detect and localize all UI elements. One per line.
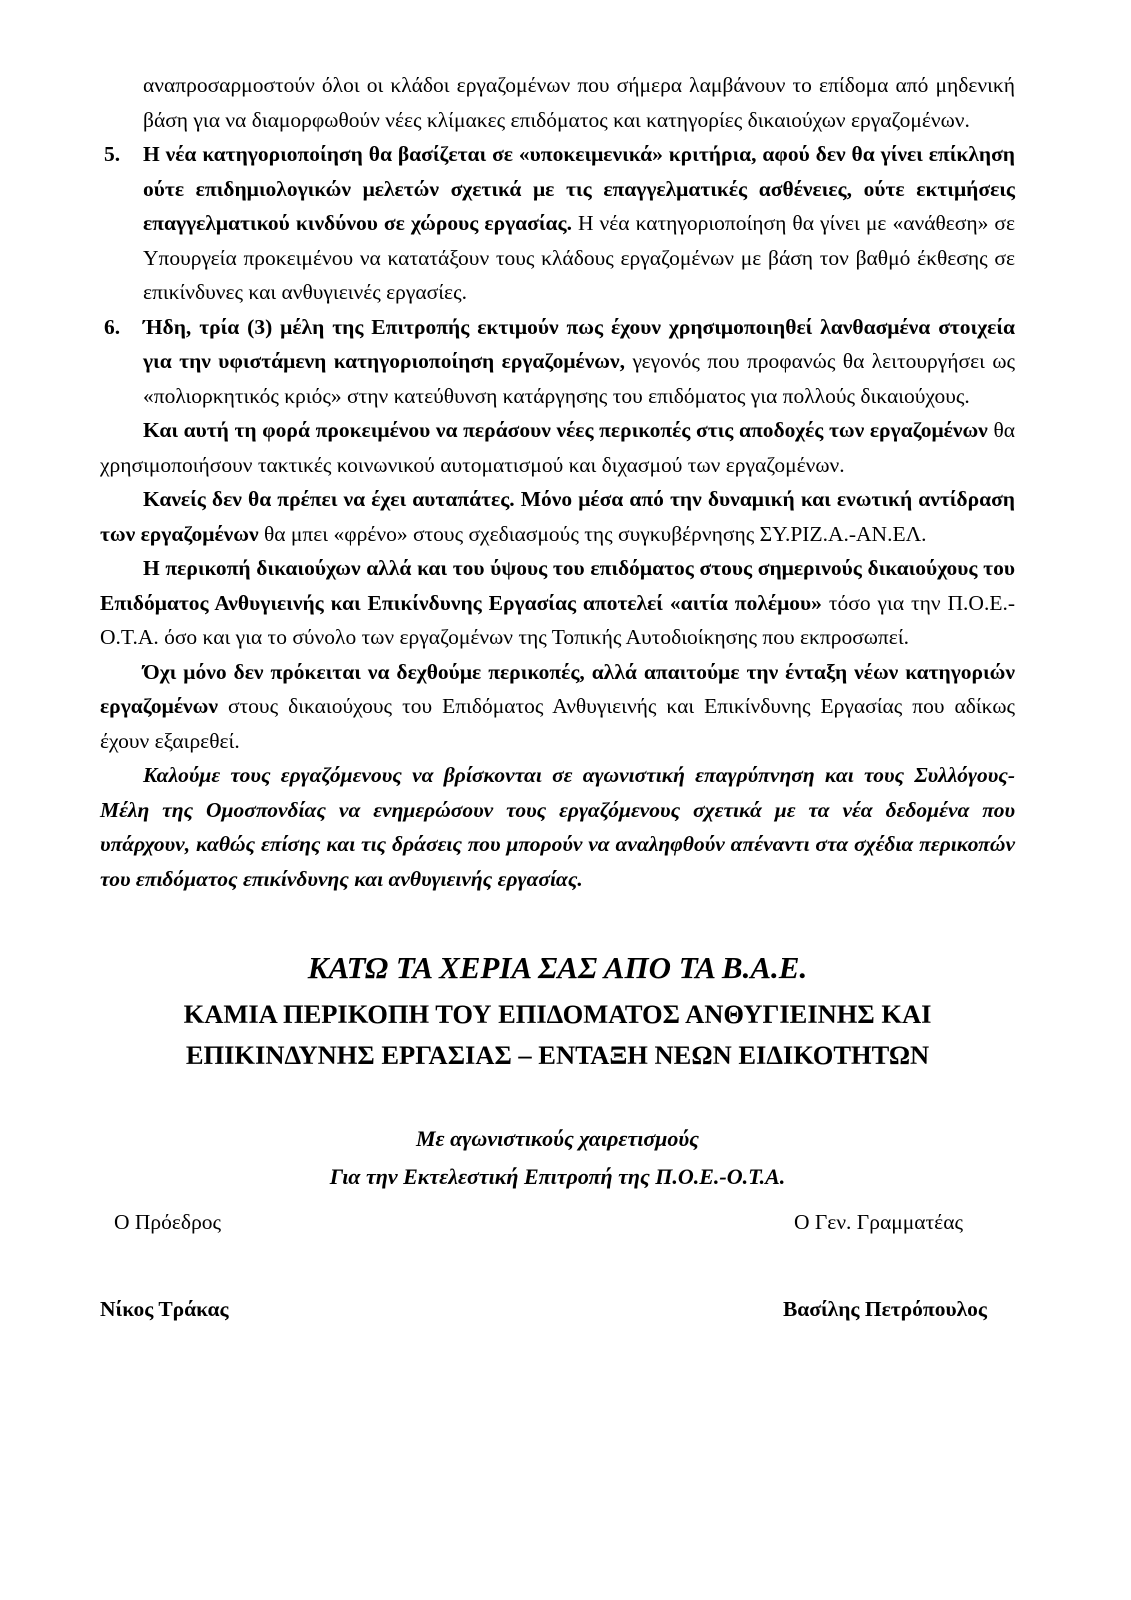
list-item-5: [100, 137, 1015, 310]
call-to-action-text: Καλούμε τους εργαζόμενους να βρίσκονται σε αγωνιστική επαγρύπνηση και τους Συλλόγους-Μέλη της Ομοσπονδίας να ενημερώσουν τους εργαζόμενους σχετικά με τα νέα δεδομένα που υπάρχουν, καθώς επίσης και τις δράσεις που μπορούν να αναληφθούν απέναντι στα σχέδια περικοπών του επιδόματος επικίνδυνης και ανθυγιεινής εργασίας.: [100, 763, 1015, 891]
list-item-6-regular-text: γεγονός που προφανώς θα λειτουργήσει ως «πολιορκητικός κριός» στην κατεύθυνση κατάργησης του επιδόματος για πολλούς δικαιούχους.: [143, 349, 1016, 408]
list-item-5-bold-text: Η νέα κατηγοριοποίηση θα βασίζεται σε «υποκειμενικά» κριτήρια, αφού δεν θα γίνει επίκληση ούτε επιδημιολογικών μελετών σχετικά με τις επαγγελματικές ασθένειες, ούτε εκτιμήσεις επαγγελματικού κινδύνου σε χώρους εργασίας.: [143, 142, 1015, 235]
paragraph-4-regular-text: στους δικαιούχους του Επιδόματος Ανθυγιεινής και Επικίνδυνης Εργασίας που αδίκως έχουν εξαιρεθεί.: [100, 694, 1015, 753]
headline-sub: ΚΑΜΙΑ ΠΕΡΙΚΟΠΗ ΤΟΥ ΕΠΙΔΟΜΑΤΟΣ ΑΝΘΥΓΙΕΙΝΗΣ ΚΑΙ ΕΠΙΚΙΝΔΥΝΗΣ ΕΡΓΑΣΙΑΣ – ΕΝΤΑΞΗ ΝΕΩΝ ΕΙΔΙΚΟΤΗΤΩΝ: [183, 999, 932, 1070]
secretary-role-label: Ο Γεν. Γραμματέας: [793, 1210, 963, 1234]
paragraph-1: [100, 413, 1015, 482]
list-item-6-bold-text: Ήδη, τρία (3) μέλη της Επιτροπής εκτιμούν πως έχουν χρησιμοποιηθεί λανθασμένα στοιχεία για την υφιστάμενη κατηγοριοποίηση εργαζομένων,: [143, 314, 1015, 373]
call-to-action-paragraph: [100, 758, 1015, 896]
paragraph-3: [100, 551, 1015, 655]
paragraph-1-regular-text: θα χρησιμοποιήσουν τακτικές κοινωνικού αυτοματισμού και διχασμού των εργαζομένων.: [100, 418, 1016, 477]
secretary-name: Βασίλης Πετρόπουλος: [782, 1297, 987, 1321]
paragraph-2: [100, 482, 1015, 551]
paragraph-2-bold-text: Κανείς δεν θα πρέπει να έχει αυταπάτες. Μόνο μέσα από την δυναμική και ενωτική αντίδραση των εργαζομένων: [100, 487, 1015, 546]
paragraph-4: [100, 655, 1015, 759]
signature-roles-row: [100, 1210, 1015, 1235]
signature-names-row: [100, 1297, 1015, 1322]
closing-greeting: Με αγωνιστικούς χαιρετισμούς: [416, 1126, 699, 1151]
paragraph-2-regular-text: θα μπει «φρένο» στους σχεδιασμούς της συγκυβέρνησης ΣΥ.ΡΙΖ.Α.-ΑΝ.ΕΛ.: [263, 521, 927, 546]
paragraph-4-bold-text: Όχι μόνο δεν πρόκειται να δεχθούμε περικοπές, αλλά απαιτούμε την ένταξη νέων κατηγοριών εργαζομένων: [100, 659, 1015, 718]
paragraph-3-bold-text: Η περικοπή δικαιούχων αλλά και του ύψους του επιδόματος στους σημερινούς δικαιούχους του Επιδόματος Ανθυγιεινής και Επικίνδυνης Εργασίας αποτελεί «αιτία πολέμου»: [100, 556, 1015, 615]
paragraph-1-bold-text: Και αυτή τη φορά προκειμένου να περάσουν νέες περικοπές στις αποδοχές των εργαζομένων: [143, 418, 988, 442]
president-role-label: Ο Πρόεδρος: [114, 1210, 222, 1234]
list-item-5-number: 5.: [104, 142, 121, 166]
closing-block: [100, 1120, 1015, 1196]
intro-paragraph: [143, 68, 1015, 137]
intro-text: αναπροσαρμοστούν όλοι οι κλάδοι εργαζομένων που σήμερα λαμβάνουν το επίδομα από μηδενική βάση για να διαμορφωθούν νέες κλίμακες επιδόματος και κατηγορίες δικαιούχων εργαζομένων.: [143, 73, 1015, 132]
list-item-5-regular-text: Η νέα κατηγοριοποίηση θα γίνει με «ανάθεση» σε Υπουργεία προκειμένου να κατατάξουν τους κλάδους εργαζομένων με βάση τον βαθμό έκθεσης σε επικίνδυνες και ανθυγιεινές εργασίες.: [143, 211, 1016, 304]
headline-main: ΚΑΤΩ ΤΑ ΧΕΡΙΑ ΣΑΣ ΑΠΟ ΤΑ Β.Α.Ε.: [307, 950, 808, 985]
closing-committee: Για την Εκτελεστική Επιτροπή της Π.Ο.Ε.-Ο.Τ.Α.: [329, 1164, 786, 1189]
list-item-6: [100, 310, 1015, 414]
president-name: Νίκος Τράκας: [100, 1297, 229, 1321]
list-item-6-number: 6.: [104, 314, 121, 339]
paragraph-3-regular-text: τόσο για την Π.Ο.Ε.-Ο.Τ.Α. όσο και για το σύνολο των εργαζομένων της Τοπικής Αυτοδιοίκησης που εκπροσωπεί.: [100, 590, 1015, 649]
